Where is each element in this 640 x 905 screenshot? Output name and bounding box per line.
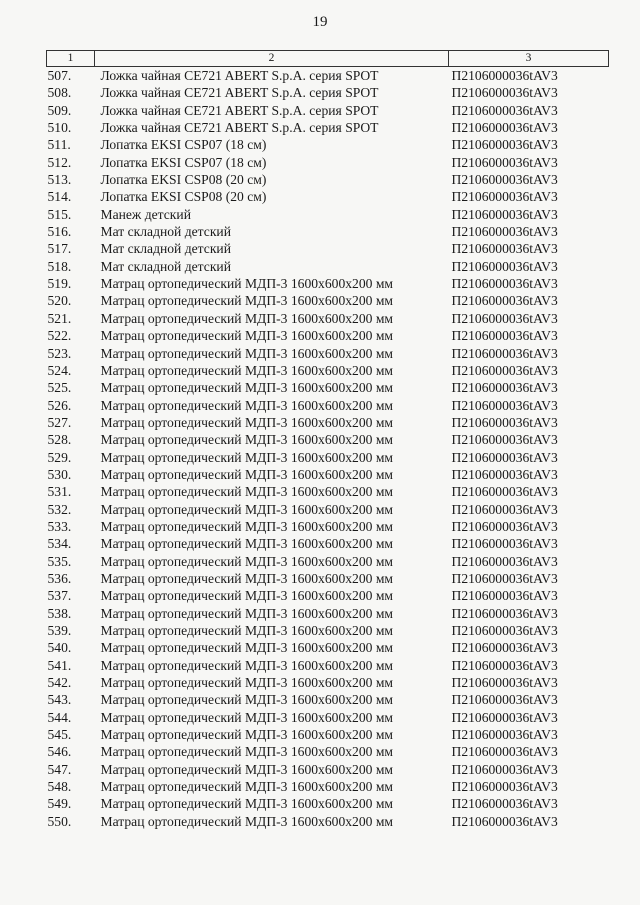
item-name: Матрац ортопедический МДП-3 1600х600х200 мм xyxy=(100,796,394,812)
item-code: П2106000036tAV3 xyxy=(451,224,558,240)
item-name: Лопатка EKSI CSP08 (20 см) xyxy=(100,172,267,188)
table-row xyxy=(47,67,609,85)
table-row xyxy=(47,275,609,292)
item-name: Матрац ортопедический МДП-3 1600х600х200 мм xyxy=(100,744,394,760)
table-row xyxy=(47,726,609,743)
table-body xyxy=(47,67,609,831)
item-code: П2106000036tAV3 xyxy=(451,501,558,517)
header-col-2: 2 xyxy=(95,51,449,67)
item-name: Матрац ортопедический МДП-3 1600х600х200 мм xyxy=(100,293,394,309)
row-number: 532. xyxy=(47,501,72,517)
items-table xyxy=(46,50,609,830)
row-number: 534. xyxy=(47,536,72,552)
item-code: П2106000036tAV3 xyxy=(451,362,558,378)
item-code: П2106000036tAV3 xyxy=(451,657,558,673)
table-row xyxy=(47,553,609,570)
row-number: 518. xyxy=(47,258,72,274)
row-number: 536. xyxy=(47,570,72,586)
row-number: 524. xyxy=(47,362,72,378)
row-number: 508. xyxy=(47,85,72,101)
item-name: Лопатка EKSI CSP08 (20 см) xyxy=(100,189,267,205)
row-number: 517. xyxy=(47,241,72,257)
item-code: П2106000036tAV3 xyxy=(451,727,558,743)
row-number: 519. xyxy=(47,276,72,292)
item-name: Матрац ортопедический МДП-3 1600х600х200 мм xyxy=(100,675,394,691)
item-code: П2106000036tAV3 xyxy=(451,553,558,569)
table-row xyxy=(47,709,609,726)
item-code: П2106000036tAV3 xyxy=(451,466,558,482)
item-name: Матрац ортопедический МДП-3 1600х600х200 мм xyxy=(100,328,394,344)
row-number: 540. xyxy=(47,640,72,656)
item-code: П2106000036tAV3 xyxy=(451,137,558,153)
row-number: 543. xyxy=(47,692,72,708)
table-row xyxy=(47,206,609,223)
item-name: Матрац ортопедический МДП-3 1600х600х200 мм xyxy=(100,518,394,534)
item-code: П2106000036tAV3 xyxy=(451,640,558,656)
row-number: 526. xyxy=(47,397,72,413)
table-row xyxy=(47,102,609,119)
header-col-3: 3 xyxy=(449,51,609,67)
row-number: 520. xyxy=(47,293,72,309)
table-row xyxy=(47,449,609,466)
item-name: Манеж детский xyxy=(100,206,191,222)
item-name: Матрац ортопедический МДП-3 1600х600х200 мм xyxy=(100,779,394,795)
table-row xyxy=(47,327,609,344)
item-name: Матрац ортопедический МДП-3 1600х600х200 мм xyxy=(100,709,394,725)
row-number: 514. xyxy=(47,189,72,205)
table-row xyxy=(47,136,609,153)
table-row xyxy=(47,154,609,171)
row-number: 516. xyxy=(47,224,72,240)
item-name: Матрац ортопедический МДП-3 1600х600х200 мм xyxy=(100,432,394,448)
item-name: Лопатка EKSI CSP07 (18 см) xyxy=(100,154,267,170)
item-name: Матрац ортопедический МДП-3 1600х600х200 мм xyxy=(100,657,394,673)
row-number: 521. xyxy=(47,310,72,326)
item-name: Матрац ортопедический МДП-3 1600х600х200 мм xyxy=(100,727,394,743)
row-number: 550. xyxy=(47,813,72,829)
row-number: 549. xyxy=(47,796,72,812)
item-code: П2106000036tAV3 xyxy=(451,570,558,586)
item-name: Лопатка EKSI CSP07 (18 см) xyxy=(100,137,267,153)
table-row xyxy=(47,778,609,795)
item-code: П2106000036tAV3 xyxy=(451,744,558,760)
item-name: Матрац ортопедический МДП-3 1600х600х200 мм xyxy=(100,623,394,638)
table-row xyxy=(47,743,609,760)
row-number: 530. xyxy=(47,466,72,482)
row-number: 547. xyxy=(47,761,72,777)
item-name: Матрац ортопедический МДП-3 1600х600х200 мм xyxy=(100,813,394,829)
header-col-1: 1 xyxy=(47,51,95,67)
item-code: П2106000036tAV3 xyxy=(451,189,558,205)
row-number: 542. xyxy=(47,675,72,691)
item-name: Матрац ортопедический МДП-3 1600х600х200 мм xyxy=(100,536,394,552)
row-number: 512. xyxy=(47,154,72,170)
table-row xyxy=(47,483,609,500)
row-number: 507. xyxy=(47,68,72,83)
item-code: П2106000036tAV3 xyxy=(451,623,558,638)
item-code: П2106000036tAV3 xyxy=(451,605,558,621)
item-code: П2106000036tAV3 xyxy=(451,518,558,534)
table-row xyxy=(47,362,609,379)
item-name: Ложка чайная CE721 ABERT S.p.A. серия SPOT xyxy=(100,85,379,101)
table-row xyxy=(47,501,609,518)
item-code: П2106000036tAV3 xyxy=(451,154,558,170)
table-row xyxy=(47,761,609,778)
table-row xyxy=(47,171,609,188)
item-name: Матрац ортопедический МДП-3 1600х600х200 мм xyxy=(100,380,394,396)
table-row xyxy=(47,587,609,604)
table-row xyxy=(47,397,609,414)
row-number: 528. xyxy=(47,432,72,448)
item-code: П2106000036tAV3 xyxy=(451,276,558,292)
item-name: Матрац ортопедический МДП-3 1600х600х200 мм xyxy=(100,605,394,621)
table-row xyxy=(47,414,609,431)
item-code: П2106000036tAV3 xyxy=(451,432,558,448)
table-row xyxy=(47,258,609,275)
row-number: 539. xyxy=(47,623,72,638)
item-name: Матрац ортопедический МДП-3 1600х600х200 мм xyxy=(100,761,394,777)
item-name: Ложка чайная CE721 ABERT S.p.A. серия SPOT xyxy=(100,68,379,83)
table-row xyxy=(47,639,609,656)
table-row xyxy=(47,813,609,830)
table-row xyxy=(47,795,609,812)
table-row xyxy=(47,119,609,136)
row-number: 510. xyxy=(47,120,72,136)
table-row xyxy=(47,240,609,257)
item-name: Матрац ортопедический МДП-3 1600х600х200 мм xyxy=(100,345,394,361)
table-header xyxy=(47,51,609,67)
item-code: П2106000036tAV3 xyxy=(451,536,558,552)
item-name: Ложка чайная CE721 ABERT S.p.A. серия SPOT xyxy=(100,102,379,118)
item-name: Матрац ортопедический МДП-3 1600х600х200 мм xyxy=(100,501,394,517)
table-row xyxy=(47,188,609,205)
item-code: П2106000036tAV3 xyxy=(451,310,558,326)
item-name: Матрац ортопедический МДП-3 1600х600х200 мм xyxy=(100,449,394,465)
item-code: П2106000036tAV3 xyxy=(451,588,558,604)
table-row xyxy=(47,518,609,535)
item-code: П2106000036tAV3 xyxy=(451,345,558,361)
item-code: П2106000036tAV3 xyxy=(451,813,558,829)
item-code: П2106000036tAV3 xyxy=(451,779,558,795)
table-row xyxy=(47,292,609,309)
table-row xyxy=(47,345,609,362)
item-name: Матрац ортопедический МДП-3 1600х600х200 мм xyxy=(100,362,394,378)
item-code: П2106000036tAV3 xyxy=(451,258,558,274)
row-number: 509. xyxy=(47,102,72,118)
table-row xyxy=(47,570,609,587)
item-name: Матрац ортопедический МДП-3 1600х600х200 мм xyxy=(100,466,394,482)
table-row xyxy=(47,605,609,622)
item-name: Матрац ортопедический МДП-3 1600х600х200 мм xyxy=(100,310,394,326)
row-number: 537. xyxy=(47,588,72,604)
table-row xyxy=(47,657,609,674)
item-name: Матрац ортопедический МДП-3 1600х600х200 мм xyxy=(100,276,394,292)
row-number: 548. xyxy=(47,779,72,795)
row-number: 538. xyxy=(47,605,72,621)
table-row xyxy=(47,466,609,483)
row-number: 523. xyxy=(47,345,72,361)
item-name: Матрац ортопедический МДП-3 1600х600х200 мм xyxy=(100,397,394,413)
item-name: Мат складной детский xyxy=(100,224,231,240)
item-code: П2106000036tAV3 xyxy=(451,675,558,691)
item-code: П2106000036tAV3 xyxy=(451,449,558,465)
item-code: П2106000036tAV3 xyxy=(451,102,558,118)
item-code: П2106000036tAV3 xyxy=(451,397,558,413)
page-number: 19 xyxy=(312,14,328,30)
item-code: П2106000036tAV3 xyxy=(451,709,558,725)
row-number: 525. xyxy=(47,380,72,396)
item-code: П2106000036tAV3 xyxy=(451,85,558,101)
row-number: 541. xyxy=(47,657,72,673)
table-row xyxy=(47,84,609,101)
row-number: 529. xyxy=(47,449,72,465)
item-code: П2106000036tAV3 xyxy=(451,68,558,83)
row-number: 522. xyxy=(47,328,72,344)
row-number: 513. xyxy=(47,172,72,188)
table-row xyxy=(47,431,609,448)
row-number: 546. xyxy=(47,744,72,760)
item-name: Матрац ортопедический МДП-3 1600х600х200 мм xyxy=(100,588,394,604)
item-code: П2106000036tAV3 xyxy=(451,414,558,430)
item-name: Матрац ортопедический МДП-3 1600х600х200 мм xyxy=(100,414,394,430)
item-name: Мат складной детский xyxy=(100,241,231,257)
item-code: П2106000036tAV3 xyxy=(451,484,558,500)
row-number: 515. xyxy=(47,206,72,222)
row-number: 545. xyxy=(47,727,72,743)
row-number: 527. xyxy=(47,414,72,430)
item-code: П2106000036tAV3 xyxy=(451,293,558,309)
table-row xyxy=(47,622,609,639)
item-code: П2106000036tAV3 xyxy=(451,172,558,188)
item-name: Ложка чайная CE721 ABERT S.p.A. серия SPOT xyxy=(100,120,379,136)
row-number: 535. xyxy=(47,553,72,569)
table-row xyxy=(47,691,609,708)
item-name: Матрац ортопедический МДП-3 1600х600х200 мм xyxy=(100,692,394,708)
item-code: П2106000036tAV3 xyxy=(451,796,558,812)
item-code: П2106000036tAV3 xyxy=(451,761,558,777)
item-name: Матрац ортопедический МДП-3 1600х600х200 мм xyxy=(100,484,394,500)
row-number: 533. xyxy=(47,518,72,534)
item-code: П2106000036tAV3 xyxy=(451,241,558,257)
item-code: П2106000036tAV3 xyxy=(451,206,558,222)
item-name: Матрац ортопедический МДП-3 1600х600х200 мм xyxy=(100,640,394,656)
row-number: 511. xyxy=(47,137,71,153)
item-code: П2106000036tAV3 xyxy=(451,692,558,708)
row-number: 531. xyxy=(47,484,72,500)
item-name: Матрац ортопедический МДП-3 1600х600х200 мм xyxy=(100,553,394,569)
table-row xyxy=(47,223,609,240)
item-code: П2106000036tAV3 xyxy=(451,380,558,396)
item-code: П2106000036tAV3 xyxy=(451,120,558,136)
row-number: 544. xyxy=(47,709,72,725)
table-row xyxy=(47,379,609,396)
item-name: Матрац ортопедический МДП-3 1600х600х200 мм xyxy=(100,570,394,586)
item-name: Мат складной детский xyxy=(100,258,231,274)
table-row xyxy=(47,674,609,691)
table-row xyxy=(47,535,609,552)
item-code: П2106000036tAV3 xyxy=(451,328,558,344)
table-row xyxy=(47,310,609,327)
